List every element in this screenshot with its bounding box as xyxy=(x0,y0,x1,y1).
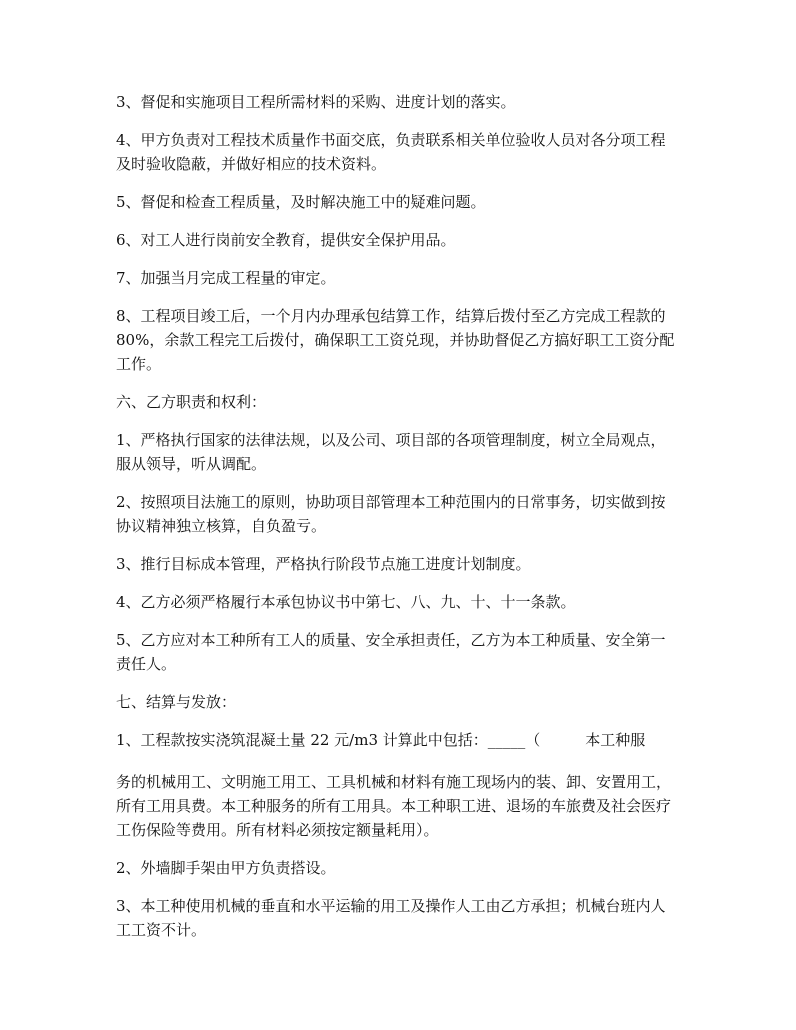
paragraph-6-safety-education: 6、对工人进行岗前安全教育，提供安全保护用品。 xyxy=(116,231,456,249)
section-heading-7: 七、结算与发放： xyxy=(116,693,237,711)
paragraph-c1-continuation: 务的机械用工、文明施工用工、工具机械和材料有施工现场内的装、卸、安置用工，所有工用具费。本工种服务的所有工用具。本工种职工进、退场的车旅费及社会医疗工伤保险等费用。所有材料必须按定额量耗用）。 xyxy=(116,773,672,839)
paragraph-7-monthly-review: 7、加强当月完成工程量的审定。 xyxy=(116,269,336,287)
paragraph-c2-scaffolding: 2、外墙脚手架由甲方负责搭设。 xyxy=(116,859,336,877)
paragraph-5-quality-check: 5、督促和检查工程质量，及时解决施工中的疑难问题。 xyxy=(116,193,486,211)
paragraph-c3-machinery-labor: 3、本工种使用机械的垂直和水平运输的用工及操作人工由乙方承担；机械台班内人工工资不计。 xyxy=(116,897,666,939)
paragraph-3-materials: 3、督促和实施项目工程所需材料的采购、进度计划的落实。 xyxy=(116,93,516,111)
paragraph-c1-payment-rate: 1、工程款按实浇筑混凝土量 22 元/m3 计算此中包括：_____（ 本工种服 xyxy=(116,731,646,749)
paragraph-8-settlement: 8、工程项目竣工后，一个月内办理承包结算工作，结算后拨付至乙方完成工程款的 80%，余款工程完工后拨付，确保职工工资兑现，并协助督促乙方搞好职工工资分配工作。 xyxy=(116,307,675,373)
document-body xyxy=(116,90,676,956)
paragraph-4-technical-briefing: 4、甲方负责对工程技术质量作书面交底，负责联系相关单位验收人员对各分项工程及时验收隐蔽，并做好相应的技术资料。 xyxy=(116,131,666,173)
paragraph-b2-project-method: 2、按照项目法施工的原则，协助项目部管理本工种范围内的日常事务，切实做到按协议精神独立核算，自负盈亏。 xyxy=(116,493,666,535)
paragraph-b4-clauses: 4、乙方必须严格履行本承包协议书中第七、八、九、十、十一条款。 xyxy=(116,593,576,611)
section-heading-6: 六、乙方职责和权利： xyxy=(116,393,267,411)
paragraph-b3-cost-management: 3、推行目标成本管理，严格执行阶段节点施工进度计划制度。 xyxy=(116,555,531,573)
paragraph-b1-regulations: 1、严格执行国家的法律法规，以及公司、项目部的各项管理制度，树立全局观点，服从领导，听从调配。 xyxy=(116,431,666,473)
paragraph-b5-responsibility: 5、乙方应对本工种所有工人的质量、安全承担责任，乙方为本工种质量、安全第一责任人。 xyxy=(116,631,666,673)
